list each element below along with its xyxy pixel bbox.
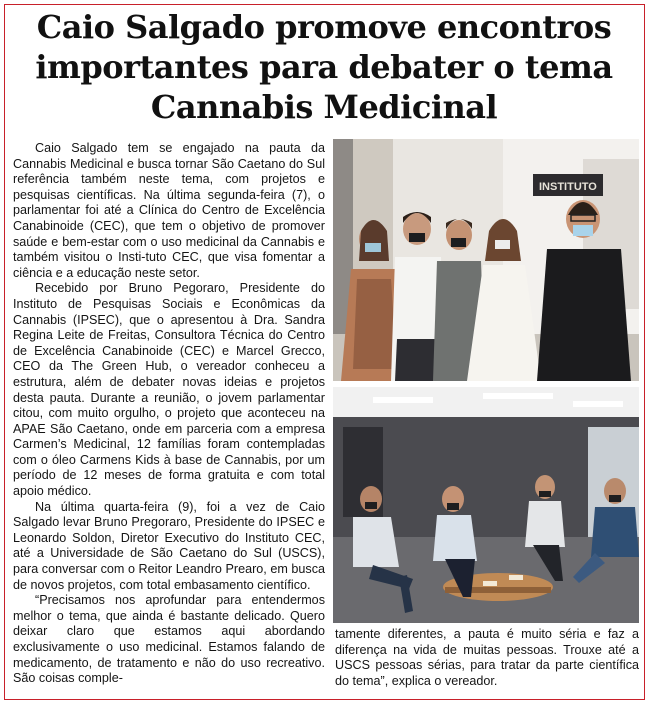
- group-photo: [333, 139, 639, 381]
- meeting-photo: [333, 387, 639, 623]
- paragraph-1: Caio Salgado tem se engajado na pauta da Cannabis Medicinal e busca tornar São Caetano do Sul referência também neste tema, com projetos e pesquisas científicas. Na última segunda-feira (7), o parlamentar foi até a Clínica do Centro de Excelência Canabinoide (CEC), que tem o objetivo de promover saúde e bem-estar com o uso medicinal da Cannabis e também visitou o Insti-tuto CEC, que visa fomentar a ciência e a educação neste setor.: [13, 141, 325, 280]
- institute-sign: INSTITUTO: [539, 181, 597, 193]
- paragraph-3: Na última quarta-feira (9), foi a vez de Caio Salgado levar Bruno Pregoraro, Presidente do IPSEC e Leonardo Soldon, Diretor Executivo do Instituto CEC, até a Universidade de São Caetano do Sul (USCS), para conversar com o Reitor Leandro Prearo, em busca de novos projetos, com total embasamento científico.: [13, 499, 325, 592]
- article-body: [13, 141, 325, 687]
- paragraph-4: “Precisamos nos aprofundar para entendermos melhor o tema, que ainda é bastante delicado. Quero deixar claro que estamos aqui abordando exclusivamente o uso medicinal. Estamos falando de medicamento, de tratamento e não do uso recreativo. São coisas comple-: [13, 593, 325, 686]
- article-continuation: tamente diferentes, a pauta é muito séria e faz a diferença na vida de muitas pessoas. Trouxe até a USCS pessoas sérias, para tratar da parte científica do tema”, explica o vereador.: [335, 627, 639, 688]
- paragraph-2: Recebido por Bruno Pegoraro, Presidente do Instituto de Pesquisas Sociais e Econômicas da Cannabis (IPSEC), que o apresentou à Dra. Sandra Regina Leite de Freitas, Consultora Técnica do Centro de Excelência Canabinoide (CEC) e Marcel Grecco, CEO da The Green Hub, o vereador conheceu a estrutura, além de debater novas ideias e projetos desta pauta. Durante a reunião, o jovem parlamentar citou, com muito orgulho, o projeto que aconteceu na APAE São Caetano, onde em parceria com a empresa Carmen’s Medicinal, 12 famílias foram contempladas com o óleo Carmens Kids à base de Cannabis, por um período de 12 meses de forma gratuita e com total apoio médico.: [13, 281, 325, 499]
- meeting-photo-image: [333, 387, 639, 623]
- group-photo-image: [333, 139, 639, 381]
- newspaper-clipping: [4, 4, 645, 700]
- headline: Caio Salgado promove encontros importantes para debater o tema Cannabis Medicinal: [35, 8, 613, 126]
